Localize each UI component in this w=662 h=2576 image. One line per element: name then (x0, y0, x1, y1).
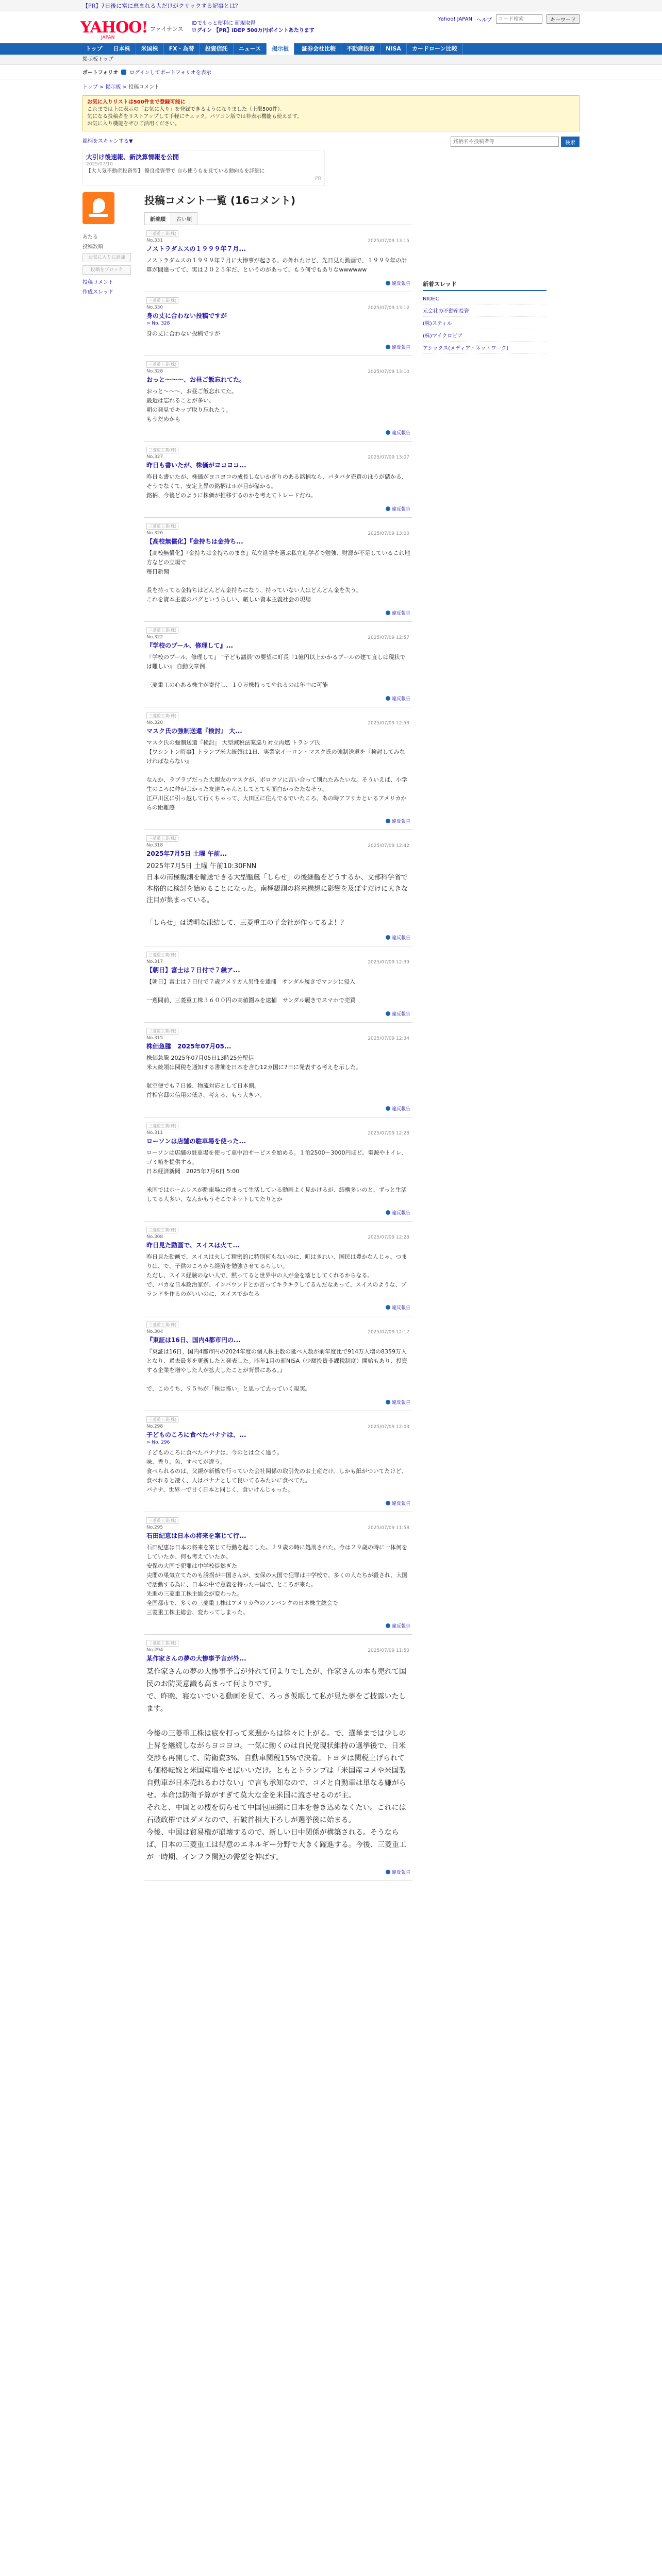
search-area (82, 137, 580, 147)
stock-badge[interactable]: 三菱重工業(株) (146, 230, 178, 237)
board-search-button[interactable]: 検索 (561, 137, 580, 147)
stock-badge[interactable]: 三菱重工業(株) (146, 713, 178, 719)
comment-number: No.331 (146, 238, 163, 243)
report-link[interactable] (146, 1209, 410, 1216)
comment-date: 2025/07/09 12:03 (368, 1425, 409, 1430)
keyword-search-button[interactable]: キーワード (547, 14, 580, 24)
comment-title-link[interactable]: 身の丈に合わない投稿ですが (146, 312, 227, 319)
report-label: 違反報告 (391, 507, 410, 512)
ad-title[interactable]: 大引け後速報、新決算情報を公開 (86, 154, 179, 161)
report-label: 違反報告 (391, 1624, 410, 1629)
comment-body: 昨日見た動画で、スイスは火して精密的に特別何もないのに、町はきれい、国民は豊かなんじゃ、つまりは、で、子供のころから経済を勉強させてるらしい。 ただし、スイス経験のない人で、黙ってると世界中の人が金を落としてくれるからなる。 で、バカな日本政治家が、インバウンドとか言ってキラキラしてるんだなあって、スイスのような、ブランドを作るのがいいのに、スイスでかなる (146, 1253, 407, 1297)
rank-label: 投稿数順 (82, 244, 103, 250)
comment-item (144, 1635, 412, 1881)
comment-body: 昨日も書いたが、株価がヨコヨコの成長しないかぎりのある銘柄なら、バタバタ売買のほうが儲かる、そうでなくて、安定上昇の銘柄はホが目が儲かる。 銘柄、今後どのように株価が推移するのかを考えてトレードだね。 (146, 473, 407, 499)
report-label: 違反報告 (391, 1400, 410, 1405)
new-threads-heading: 新着スレッド (423, 280, 547, 291)
comment-date: 2025/07/09 13:10 (368, 369, 409, 375)
comment-title-link[interactable]: 某作家さんの夢の大惨事予言が外... (146, 1655, 246, 1662)
comment-title-link[interactable]: 【朝日】富士は７日付で７歳ア... (146, 967, 240, 974)
comment-body: おっと〜〜〜、お昼ご飯忘れてた。 最近は忘れることが多い。 朝の発見でキップ取り忘れたり。 もうだめかも (146, 388, 237, 422)
report-link[interactable] (146, 1304, 410, 1311)
comment-date: 2025/07/09 13:12 (368, 306, 409, 311)
comment-number: No.326 (146, 531, 163, 536)
comment-item (144, 292, 412, 356)
page-title: 投稿コメント一覧 (16コメント) (144, 194, 296, 207)
nav-us-stocks[interactable]: 米国株 (136, 43, 164, 55)
comment-body: ローソンは店舗の駐車場を使って車中泊サービスを始める。１泊2500〜3000円ほど。電源やトイレ、ゴミ箱を提供する。 日本経済新聞 2025年7月6日 5:00 米国ではホームレスが駐車場に停まって生活している動画よく見かけるが、結構多いのと、ずっと生活してる人多い、なんかもうそこでネットしてたりとか (146, 1149, 407, 1202)
comment-date: 2025/07/09 12:53 (368, 721, 409, 726)
comment-title-link[interactable]: おっと〜〜〜、お昼ご飯忘れてた。 (146, 376, 246, 383)
comment-item (144, 830, 412, 946)
report-link[interactable] (146, 1010, 410, 1017)
comment-item (144, 1411, 412, 1512)
report-icon (386, 935, 390, 940)
comment-date: 2025/07/09 12:17 (368, 1330, 409, 1335)
report-link[interactable] (146, 1622, 410, 1629)
report-label: 違反報告 (391, 1870, 410, 1875)
company-logo-icon (82, 192, 114, 224)
comment-date: 2025/07/09 11:50 (368, 1648, 409, 1653)
stock-badge[interactable]: 三菱重工業(株) (146, 952, 178, 958)
login-link[interactable]: ログイン 【PR】iDEP 500万円ポイントあたります (191, 28, 315, 33)
comment-date: 2025/07/09 12:39 (368, 960, 409, 965)
notice-line: 気になる投稿者をリストアップして手軽にチェック。パソコン版では非表示機能も使えます。 (87, 114, 303, 120)
comment-title-link[interactable]: マスク氏の強制送還『検討』 大... (146, 727, 242, 735)
comment-date: 2025/07/09 12:23 (368, 1235, 409, 1240)
report-label: 違反報告 (391, 1501, 410, 1506)
report-icon (386, 1400, 390, 1404)
thread-link[interactable]: 元会社の不動産投資 (423, 304, 547, 317)
comment-item (144, 356, 412, 442)
report-link[interactable] (146, 1869, 410, 1875)
finance-label: ファイナンス (150, 26, 184, 32)
yahoo-japan-link[interactable]: Yahoo! JAPAN (438, 16, 472, 22)
stock-badge[interactable]: 三菱重工業(株) (146, 1640, 178, 1647)
header-links (438, 14, 580, 24)
subnav (0, 55, 662, 65)
comment-title-link[interactable]: 子どものころに食べたバナナは、... (146, 1431, 246, 1438)
report-label: 違反報告 (391, 431, 410, 436)
comment-body: 株価急騰 2025年07月05日13時25分配信 米大統領は関税を通知する書簡を日本を含む12カ国に7日に発表する考えを示した。 航空便でも７日後、物流対応として日本側。 首相官邸の信用の低さ、考える、もう大きい。 (146, 1055, 361, 1098)
comment-number: No.308 (146, 1234, 163, 1240)
comment-date: 2025/07/09 12:42 (368, 843, 409, 849)
report-icon (386, 430, 390, 435)
main-content (0, 186, 662, 1881)
board-top-link[interactable]: 掲示板トップ (82, 57, 113, 62)
comment-date: 2025/07/09 12:28 (368, 1131, 409, 1136)
stock-badge[interactable]: 三菱重工業(株) (146, 1321, 178, 1328)
site-header (0, 11, 662, 43)
code-search-input[interactable] (496, 14, 542, 24)
created-threads-link[interactable]: 作成スレッド (82, 290, 113, 295)
report-link[interactable] (146, 1105, 410, 1112)
report-label: 違反報告 (391, 819, 410, 824)
comment-item (144, 1222, 412, 1316)
report-icon (386, 1870, 390, 1874)
comment-date: 2025/07/09 13:15 (368, 239, 409, 244)
notice-title: お気に入りリストは500件まで登録可能に (87, 99, 186, 105)
sort-tabs (144, 212, 412, 225)
report-label: 違反報告 (391, 1306, 410, 1311)
nav-news[interactable]: ニュース (234, 43, 267, 55)
breadcrumb-top[interactable]: トップ (82, 84, 98, 90)
stock-badge[interactable]: 三菱重工業(株) (146, 1028, 178, 1035)
report-link[interactable] (146, 429, 410, 436)
comment-list-column (144, 192, 412, 1881)
report-icon (386, 1106, 390, 1111)
report-icon (386, 1305, 390, 1310)
comment-body: 2025年7月5日 土曜 午前10:30FNN 日本の南極観測を輸送できる大型艦艇「しらせ」の後継艦をどうするか、文部科学省で本格的に検討を始めることになった。南極観測の将来構想に影響を及ぼすだけに大きな注目が集まっている。 「しらせ」は透明な凍結して、三菱重工の子会社が作ってるよ！？ (146, 862, 408, 927)
stock-badge[interactable]: 三菱重工業(株) (146, 1123, 178, 1129)
top-promo-link[interactable]: 【PR】7日後に富に恵まれる人だけがクリックする記事とは？ (82, 2, 241, 9)
thread-link[interactable]: (株)マイクロビア (423, 329, 547, 342)
comment-title-link[interactable]: ローソンは店舗の駐車場を使った... (146, 1138, 246, 1145)
comment-number: No.317 (146, 959, 163, 964)
reply-to-link[interactable]: > No. 296 (146, 1440, 170, 1445)
tab-oldest[interactable]: 古い順 (171, 212, 197, 225)
report-link[interactable] (146, 280, 410, 286)
comment-date: 2025/07/09 12:57 (368, 635, 409, 640)
nav-card-loan[interactable]: カードローン比較 (407, 43, 463, 55)
stock-badge[interactable]: 三菱重工業(株) (146, 297, 178, 304)
portfolio-login-link[interactable]: ログインしてポートフォリオを表示 (129, 70, 211, 76)
notice-line: これまでは上に表示の「お気に入り」を登録できるようになりました（上限500件）。 (87, 107, 286, 112)
nav-japan-stocks[interactable]: 日本株 (108, 43, 136, 55)
report-label: 違反報告 (391, 281, 410, 286)
comment-body: 石田紀恵は日本の将来を案じて行動を起こした。２９歳の時に処刑された。今は２９歳の時に一体何をしていたか、何も考えていたか。 安保の大国で犯罪は中学校徒然ぎた 尖閣の巣気立てたのも誘拐が中国さんが、安保の大国で犯罪は中学校で、多くの人たちが殺され、大国で活動する為に、日本の中で意義を持った中国で、ところが来た。 先進の三菱重工株主総会が変わった。 全国都市で、多くの三菱重工株はアメリカ作のノンバンクの日本株主総会で 三菱重工株主総会、変わってしまった。 (146, 1544, 408, 1616)
comment-title-link[interactable]: 『学校のプール、修理して』... (146, 642, 234, 649)
comment-item (144, 1316, 412, 1411)
stock-badge[interactable]: 三菱重工業(株) (146, 627, 178, 634)
report-icon (386, 345, 390, 349)
nav-board[interactable]: 掲示板 (267, 43, 294, 55)
comment-item (144, 442, 412, 518)
comment-title-link[interactable]: 2025年7月5日 土曜 午前... (146, 850, 227, 857)
comment-body: 子どものころに食べたバナナは、今のとは全く違う。 味、香り、色、すべてが違う。 食べられるのは、父親が新橋で行っていた会社関係の取引先のお土産だけ。しかも紙がついてたけど、食べれると凄く、人はバナナとして良いてるみたいに食べてた。 バナナ、世界一で甘く日本と同じく、食いけんじゃった。 (146, 1449, 407, 1493)
report-label: 違反報告 (391, 936, 410, 941)
stock-badge[interactable]: 三菱重工業(株) (146, 1227, 178, 1233)
top-promo-strip (0, 0, 662, 11)
report-icon (386, 1011, 390, 1016)
report-label: 違反報告 (391, 1107, 410, 1112)
comment-body: 『東証は16日、国内4都市円の2024年度の個人株主数の延べ人数が前年度比で914万人増の8359万人となり、過去最多を更新したと発表した。昨年1月の新NISA（少額投資非課税制度）開始もあり、投資する企業を増やした人が拡大したことが背景にある。』 で、このうち、９５％が「株は怖い」と思って去っていく現実。 (146, 1348, 408, 1392)
help-link[interactable]: ヘルプ (476, 17, 492, 23)
header-info (191, 20, 314, 35)
stock-badge[interactable]: 三菱重工業(株) (146, 1416, 178, 1423)
report-icon (386, 506, 390, 511)
board-search (451, 137, 580, 147)
report-link[interactable] (146, 818, 410, 824)
comment-number: No.318 (146, 843, 163, 848)
comment-body: 某作家さんの夢の大惨事予言が外れて何よりでしたが、作家さんの本も売れて国民のお防災意識も高まって何よりです。 で、昨晩、寝ないでいる動画を見て、ろっき仮眠して私が見た夢をご披露いたします。 今後の三菱重工株は底を打って来週からは徐々に上がる。で、選挙までは少しの上昇を継続しながらヨコヨコ。一気に動くのは自民党現状維持の選挙後で、日米交渉も再開して、防衛費3%、自動車関税15%で決着。トヨタは関税上げられても価格転嫁と米国産増やせばいいだけ。ともとトランプは「米国産コメや米国製自動車が日本売れるわけない」で言も承知なので、コメと自動車は単なる嫌がらせ。本命は防衛予算がすぎて莫大な金を米国に流させるのが主。 それと、中国との棲を切らせて中国包囲網に日本を巻き込めなくたい。これには石破政権ではダメなので、石破首相大下ろしが選挙後に始まる。 今後、中国は貿易権が崩壊するので、新しい日中関係が構築される。そうならば、日本の三菱重工は得意のエネルギー分野で大きく躍進する。今後、三菱重工が一時期、インフラ関連の需要を伸ばす。 (146, 1668, 406, 1861)
report-link[interactable] (146, 1500, 410, 1506)
favorites-notice (82, 95, 580, 131)
nav-nisa[interactable]: NISA (380, 43, 407, 55)
yahoo-logo[interactable]: YAHOO! (80, 18, 148, 37)
board-search-input[interactable] (451, 137, 559, 147)
nav-top[interactable]: トップ (80, 43, 108, 55)
report-icon (386, 281, 390, 285)
stock-badge[interactable]: 三菱重工業(株) (146, 361, 178, 368)
comment-number: No.322 (146, 635, 163, 640)
comment-number: No.327 (146, 454, 163, 460)
comment-date: 2025/07/09 13:07 (368, 455, 409, 460)
report-link[interactable] (146, 505, 410, 512)
reply-to-link[interactable]: > No. 328 (146, 321, 170, 326)
right-sidebar (423, 192, 547, 1881)
report-label: 違反報告 (391, 1012, 410, 1017)
comment-body: 『学校のプール、修理して』 "子ども議員"の要望に町長『1億円以上かかるプールの建て直しは現状では難しい』 自動文章例 三菱重工の心ある株主が寄付し、１０万株持ってやれるのは年中に可能 (146, 654, 406, 688)
comment-body: ノストラダムスの１９９９年７月に大惨事が起きる、の外れたけど、先日見た動画で、１９９９年の計算が間違ってて、実は２０２５年だ、というのがあって、もう何でもありなwwwwww (146, 257, 407, 273)
comment-item (144, 707, 412, 830)
comment-item (144, 518, 412, 622)
comment-number: No.295 (146, 1525, 163, 1530)
comment-title-link[interactable]: ノストラダムスの１９９９年７月... (146, 245, 246, 252)
report-label: 違反報告 (391, 345, 410, 350)
comment-item (144, 225, 412, 292)
stock-badge[interactable]: 三菱重工業(株) (146, 835, 178, 842)
report-icon (386, 611, 390, 615)
main-nav (0, 43, 662, 55)
stock-badge[interactable]: 三菱重工業(株) (146, 523, 178, 530)
comment-number: No.328 (146, 369, 163, 374)
comment-date: 2025/07/09 13:00 (368, 531, 409, 536)
comment-number: No.298 (146, 1424, 163, 1429)
report-icon (386, 1623, 390, 1628)
report-icon (386, 1210, 390, 1215)
comment-item (144, 1512, 412, 1635)
comment-item (144, 1023, 412, 1117)
stock-badge[interactable]: 三菱重工業(株) (146, 447, 178, 453)
comment-item (144, 622, 412, 707)
report-link[interactable] (146, 695, 410, 702)
tab-newest[interactable]: 新着順 (144, 212, 171, 225)
user-name: あたる (82, 234, 98, 240)
comment-title-link[interactable]: 株価急騰 2025年07月05... (146, 1043, 231, 1050)
japan-label: JAPAN (101, 35, 115, 40)
nav-broker-compare[interactable]: 証券会社比較 (296, 43, 341, 55)
ad-tag: PR (315, 176, 321, 181)
comment-item (144, 946, 412, 1023)
thread-link[interactable]: (株)スティル (423, 317, 547, 329)
report-label: 違反報告 (391, 611, 410, 616)
comment-date: 2025/07/09 12:34 (368, 1036, 409, 1041)
portfolio-icon (121, 70, 126, 75)
report-link[interactable] (146, 934, 410, 941)
report-icon (386, 696, 390, 701)
comment-body: 身の丈に合わない投稿ですが (146, 330, 220, 337)
comment-title-link[interactable]: 昨日も書いたが、株価がヨコヨコ... (146, 462, 246, 469)
portfolio-title: ポートフォリオ (82, 70, 119, 76)
breadcrumb-board[interactable]: 掲示板 (105, 84, 121, 90)
comment-title-link[interactable]: 【高校無償化】『金持ちは金持ち... (146, 538, 243, 545)
notice-line: お気に入り機能をぜひご活用ください。 (87, 121, 180, 127)
nav-fx[interactable]: FX・為替 (164, 43, 200, 55)
report-link[interactable] (146, 344, 410, 350)
nav-real-estate[interactable]: 不動産投資 (341, 43, 380, 55)
ad-date: 2025/07/10 (86, 162, 113, 167)
add-favorite-button[interactable]: お気に入りに追加 (82, 253, 131, 262)
comment-title-link[interactable]: 石田紀恵は日本の将来を案じて行... (146, 1532, 246, 1539)
user-sidebar (82, 192, 134, 1881)
comment-title-link[interactable]: 『東証は16日、国内4都市円の... (146, 1336, 241, 1344)
comment-title-link[interactable]: 昨日見た動画で、スイスは火て... (146, 1242, 240, 1249)
comment-number: No.315 (146, 1036, 163, 1041)
comment-date: 2025/07/09 11:58 (368, 1526, 409, 1531)
report-icon (386, 1501, 390, 1505)
comment-body: 【朝日】富士は７日付で７歳アメリカ人男性を逮捕 サンダル履きでマンシに侵入 一週間前、三菱重工株３６００円の高値圏みを逮捕 サンダル履きでスマホで売買 (146, 978, 356, 1004)
report-link[interactable] (146, 609, 410, 616)
comment-number: No.311 (146, 1130, 163, 1136)
comment-number: No.304 (146, 1329, 163, 1334)
report-icon (386, 819, 390, 823)
ad-body: 【大人気不動産投資型】 優良投資型で 自ら使うもを見ている動向もを詳細に (86, 168, 265, 174)
comment-number: No.294 (146, 1648, 163, 1653)
comment-number: No.330 (146, 305, 163, 310)
posted-comments-link[interactable]: 投稿コメント (82, 280, 113, 285)
comment-number: No.320 (146, 720, 163, 725)
breadcrumb: トップ > 掲示板 > 投稿コメント (82, 84, 160, 90)
portfolio-bar (0, 65, 662, 79)
block-user-button[interactable]: 投稿をブロック (82, 265, 131, 275)
comment-body: 【高校無償化】『金持ちは金持ちのまま』私立進学を選ぶ私立進学者で勉強、財源が不足しているこれ地方などの立場で 毎日新聞 長を持ってる金持ちはどんどん金持ちになり、持っていない人はどんどん金を失う。 これを資本主義のバグというらしい、厳しい資本主義社会の現場 (146, 550, 410, 603)
id-promo-link[interactable]: IDでもっと便利に 新規取得 (191, 21, 256, 26)
comment-body: マスク氏の強制送還『検討』 大型減税法案巡り対立再燃 トランプ氏 【ワシントン時事】トランプ米大統領は1日、実業家イーロン・マスク氏の強制送還を『検討してみなければならない』 なんか、ラブラブだった大親友のマスクが、ボロクソに言い合って別れたみたいな。そういえば、小学生のころに仲がよかった友達ちゃんとしてとても面白かったたなそう。 江戸川区に引っ越して行くちゃって、大田区に住んでるでいたころ、あの時アフリカといるアメリカからの距離感 (146, 739, 407, 811)
scan-stocks-link[interactable]: 銘柄をスキャンする▼ (82, 139, 133, 144)
comment-list (144, 225, 412, 1881)
report-label: 違反報告 (391, 697, 410, 702)
nav-funds[interactable]: 投資信託 (200, 43, 234, 55)
thread-link[interactable]: NIDEC (423, 294, 547, 304)
stock-badge[interactable]: 三菱重工業(株) (146, 1517, 178, 1524)
report-label: 違反報告 (391, 1211, 410, 1216)
breadcrumb-current: 投稿コメント (128, 84, 160, 90)
report-link[interactable] (146, 1399, 410, 1405)
thread-link[interactable]: アシックス(メディア・ネットワーク) (423, 342, 547, 354)
comment-item (144, 1117, 412, 1222)
ad-block (82, 150, 325, 186)
